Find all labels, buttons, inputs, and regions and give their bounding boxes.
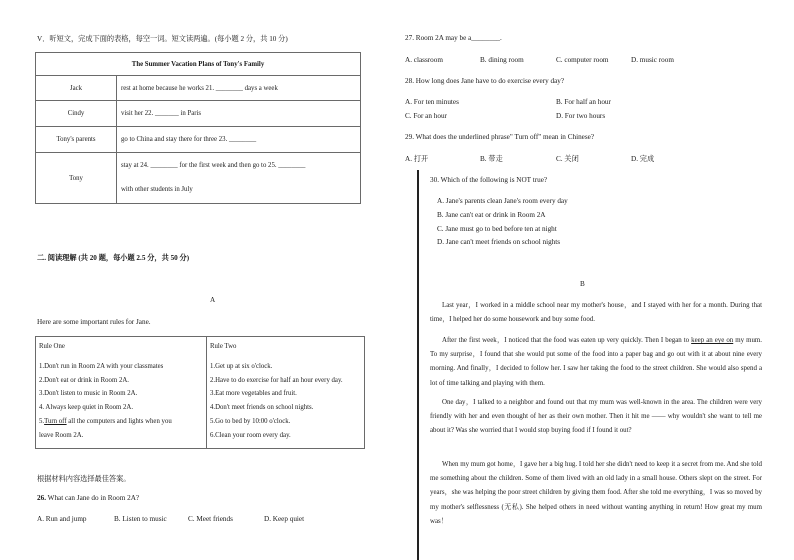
table-row-name: Cindy	[36, 101, 117, 127]
rule-item: 3.Don't listen to music in Room 2A.	[39, 390, 138, 398]
rule-one-column	[36, 337, 207, 449]
table-row-plan: go to China and stay there for three 23. ________	[117, 127, 361, 153]
q27-option-c[interactable]: C. computer room	[556, 56, 609, 64]
q26-option-d[interactable]: D. Keep quiet	[264, 515, 305, 523]
q28-option-d[interactable]: D. For two hours	[556, 112, 606, 120]
question-29-stem: 29. What does the underlined phrase" Turn off" mean in Chinese?	[405, 133, 595, 141]
passage-b-paragraph: One day，I talked to a neighbor and found out that my mum was well-known in the area. The children were very friendly with her and even thought of her as their own mother. Then it hit me —— why wouldn't she want to tell me about it? Was she worried that I would stop buying food if I found it out?	[430, 399, 762, 435]
rule-item: 5.Turn off all the computers and lights when you	[39, 417, 172, 425]
underlined-phrase: keep an eye on	[691, 337, 734, 344]
q29-option-b[interactable]: B. 带走	[480, 155, 503, 163]
table-row-name: Jack	[36, 76, 117, 101]
q30-option-c[interactable]: C. Jane must go to bed before ten at night	[437, 225, 557, 233]
section5-title: V．听短文，完成下面的表格，每空一词。短文读两遍。(每小题 2 分，共 10 分)	[37, 35, 288, 43]
q30-option-d[interactable]: D. Jane can't meet friends on school nights	[437, 238, 561, 246]
question-30-stem: 30. Which of the following is NOT true?	[430, 176, 548, 184]
q29-option-a[interactable]: A. 打开	[405, 155, 429, 163]
table-row-name: Tony	[36, 153, 117, 204]
q28-option-b[interactable]: B. For half an hour	[556, 98, 611, 106]
rule-item: 2.Don't eat or drink in Room 2A.	[39, 376, 129, 384]
q27-option-a[interactable]: A. classroom	[405, 56, 443, 64]
passage-a-intro: Here are some important rules for Jane.	[37, 318, 151, 326]
q28-option-a[interactable]: A. For ten minutes	[405, 98, 459, 106]
column-divider	[417, 170, 419, 560]
underlined-phrase: Turn off	[44, 417, 67, 425]
passage-b-paragraph: After the first week，I noticed that the food was eaten up very quickly. Then I began to keep an eye on my mum. To my surprise，I found that she would put some of the food into a paper bag and go out with it at about nine every morning. And finally，I decided to follow her. I saw her taking the food to the street children. She would also spend a lot of time talking and playing with them.	[430, 337, 762, 387]
passage-b-paragraph: Last year，I worked in a middle school near my mother's house，and I stayed with her for a month. During that time，I helped her do some housework and buy some food.	[430, 302, 762, 324]
table-title: The Summer Vacation Plans of Tony's Family	[36, 53, 361, 76]
table-row-plan: rest at home because he works 21. ________ days a week	[117, 76, 361, 101]
q29-option-d[interactable]: D. 完成	[631, 155, 655, 163]
table-row-plan	[117, 153, 361, 204]
rule-item: 1.Don't run in Room 2A with your classmates	[39, 362, 164, 370]
table-row-name: Tony's parents	[36, 127, 117, 153]
question-27-stem: 27. Room 2A may be a________.	[405, 34, 502, 42]
rule-two-column	[207, 337, 365, 449]
answer-instruction: 根据材料内容选择最佳答案。	[37, 475, 131, 483]
q30-option-b[interactable]: B. Jane can't eat or drink in Room 2A	[437, 211, 546, 219]
rule-item: 1.Get up at six o'clock.	[210, 362, 273, 370]
plan-line: stay at 24. ________ for the first week and then go to 25. ________	[121, 162, 306, 169]
rules-table	[35, 336, 365, 449]
passage-b-paragraph: When my mum got home，I gave her a big hug. I told her she didn't need to keep it a secret from me. And she told me something about the children. Some of them lived with an old lady in a small house. Others slept on the street. For years，she was helping the poor street children by giving them food. After she told me everything，I was so moved by my mother's selflessness (无私). She helped others in need without wanting anything in return! How great my mum was！	[430, 461, 762, 525]
rule-item: 2.Have to do exercise for half an hour every day.	[210, 376, 343, 384]
rule-item: 3.Eat more vegetables and fruit.	[210, 390, 297, 398]
vacation-plans-table	[35, 52, 361, 204]
rule-item: leave Room 2A.	[39, 431, 84, 439]
plan-line: with other students in July	[121, 186, 193, 193]
rule-item: 5.Go to bed by 10:00 o'clock.	[210, 417, 291, 425]
q26-option-a[interactable]: A. Run and jump	[37, 515, 87, 523]
passage-a-label: A	[210, 296, 216, 304]
passage-b-label: B	[580, 280, 585, 288]
table-row-plan: visit her 22. _______ in Paris	[117, 101, 361, 127]
rule-item: 6.Clean your room every day.	[210, 431, 291, 439]
rule-header: Rule One	[39, 343, 65, 350]
q30-option-a[interactable]: A. Jane's parents clean Jane's room every day	[437, 197, 568, 205]
question-28-stem: 28. How long does Jane have to do exercise every day?	[405, 77, 565, 85]
q28-option-c[interactable]: C. For an hour	[405, 112, 447, 120]
rule-item: 4.Don't meet friends on school nights.	[210, 404, 314, 412]
rule-item: 4. Always keep quiet in Room 2A.	[39, 404, 134, 412]
q27-option-d[interactable]: D. music room	[631, 56, 674, 64]
q26-option-c[interactable]: C. Meet friends	[188, 515, 233, 523]
q27-option-b[interactable]: B. dining room	[480, 56, 524, 64]
q29-option-c[interactable]: C. 关闭	[556, 155, 579, 163]
rule-header: Rule Two	[210, 343, 237, 350]
question-26-stem: 26. What can Jane do in Room 2A?	[37, 494, 140, 502]
reading-section-title: 二. 阅读理解 (共 20 题，每小题 2.5 分，共 50 分)	[37, 254, 190, 262]
q26-option-b[interactable]: B. Listen to music	[114, 515, 167, 523]
